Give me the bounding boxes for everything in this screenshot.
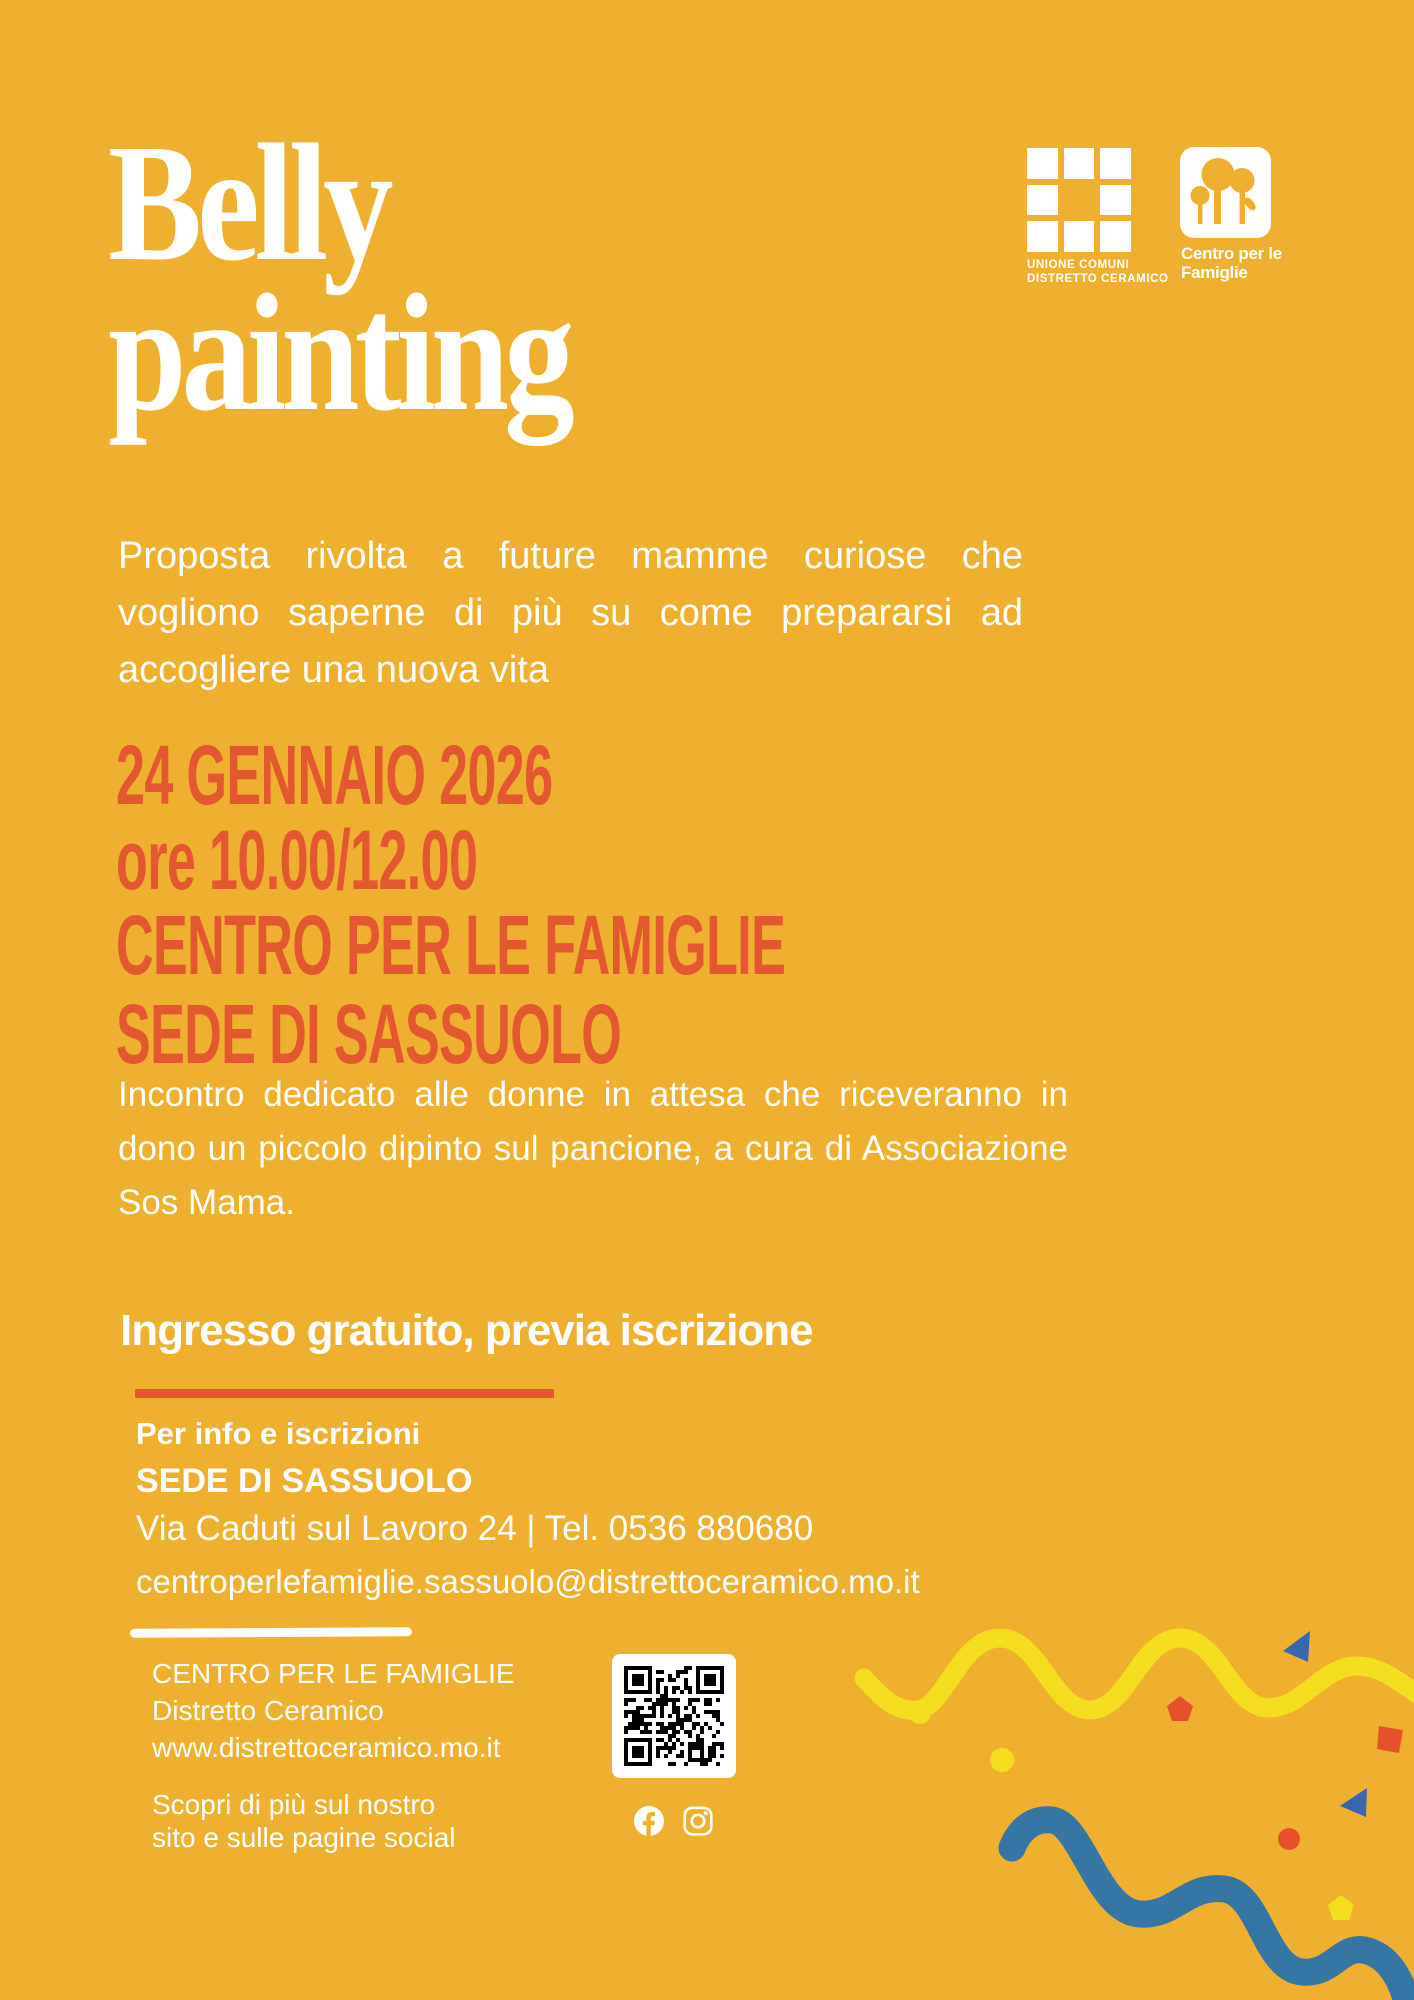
- logo-grid-cell: [1027, 185, 1058, 216]
- logo-grid-cell: [1100, 221, 1131, 252]
- logo-grid-cell: [1027, 221, 1058, 252]
- unione-comuni-grid-logo: [1027, 148, 1131, 252]
- yellow-dot-decoration: [909, 1702, 931, 1724]
- unione-caption-line1: UNIONE COMUNI: [1027, 259, 1130, 271]
- title-line1: Belly: [108, 110, 389, 296]
- facebook-icon: [634, 1806, 664, 1836]
- tree-logo-graphic: [1180, 147, 1271, 238]
- blue-wave-texture: [1012, 1820, 1410, 2000]
- event-venue-location: SEDE DI SASSUOLO: [116, 987, 622, 1081]
- unione-comuni-caption: [1027, 258, 1169, 286]
- famiglie-caption-line2: Famiglie: [1181, 263, 1248, 282]
- logo-grid-cell: [1064, 221, 1095, 252]
- red-divider: [135, 1389, 554, 1398]
- event-time: ore 10.00/12.00: [116, 813, 478, 907]
- unione-caption-line2: DISTRETTO CERAMICO: [1027, 273, 1169, 285]
- social-icons: [634, 1806, 713, 1836]
- poster-title: [108, 110, 570, 446]
- qr-code: [612, 1654, 736, 1778]
- yellow-pentagon-decoration: [1328, 1895, 1354, 1920]
- yellow-wave-decoration: [864, 1638, 1414, 1710]
- logo-grid-cell: [1027, 148, 1058, 179]
- logo-grid-cell: [1100, 185, 1131, 216]
- blue-wave-decoration: [1012, 1820, 1410, 2000]
- red-dot-decoration: [1278, 1828, 1300, 1850]
- info-email: centroperlefamiglie.sassuolo@distrettoceramico.mo.it: [136, 1563, 920, 1600]
- instagram-icon: [683, 1806, 713, 1836]
- intro-paragraph: Proposta rivolta a future mamme curiose che vogliono saperne di più su come prepararsi ad accogliere una nuova vita: [118, 535, 1023, 691]
- red-pentagon-decoration: [1167, 1696, 1193, 1721]
- admission-note: Ingresso gratuito, previa iscrizione: [120, 1306, 813, 1355]
- info-location: SEDE DI SASSUOLO: [136, 1462, 473, 1500]
- footer-social-line1: Scopri di più sul nostro: [152, 1789, 436, 1820]
- description-paragraph: Incontro dedicato alle donne in attesa che riceveranno in dono un piccolo dipinto sul pancione, a cura di Associazione Sos Mama.: [118, 1075, 1068, 1222]
- red-square-decoration: [1377, 1726, 1403, 1753]
- event-date: 24 GENNAIO 2026: [116, 728, 553, 822]
- footer-website: www.distrettoceramico.mo.it: [152, 1732, 501, 1763]
- famiglie-caption-line1: Centro per le: [1181, 244, 1282, 263]
- yellow-dot-decoration: [990, 1748, 1014, 1772]
- footer-social-line2: sito e sulle pagine social: [152, 1822, 456, 1853]
- logo-grid-hole: [1064, 185, 1095, 216]
- info-heading: Per info e iscrizioni: [136, 1416, 421, 1451]
- logo-grid-cell: [1064, 148, 1095, 179]
- blue-triangle-decoration: [1340, 1788, 1367, 1817]
- blue-triangle-decoration: [1283, 1631, 1310, 1662]
- centro-famiglie-tree-logo: [1180, 147, 1271, 238]
- white-divider: [130, 1627, 412, 1637]
- footer-org: CENTRO PER LE FAMIGLIE: [152, 1658, 515, 1689]
- event-venue: CENTRO PER LE FAMIGLIE: [116, 898, 786, 992]
- footer-district: Distretto Ceramico: [152, 1695, 384, 1726]
- centro-famiglie-caption: [1181, 244, 1282, 282]
- qr-code-pattern: [624, 1666, 724, 1766]
- logo-grid-cell: [1100, 148, 1131, 179]
- info-address-phone: Via Caduti sul Lavoro 24 | Tel. 0536 880680: [136, 1509, 814, 1548]
- title-line2: painting: [108, 260, 570, 446]
